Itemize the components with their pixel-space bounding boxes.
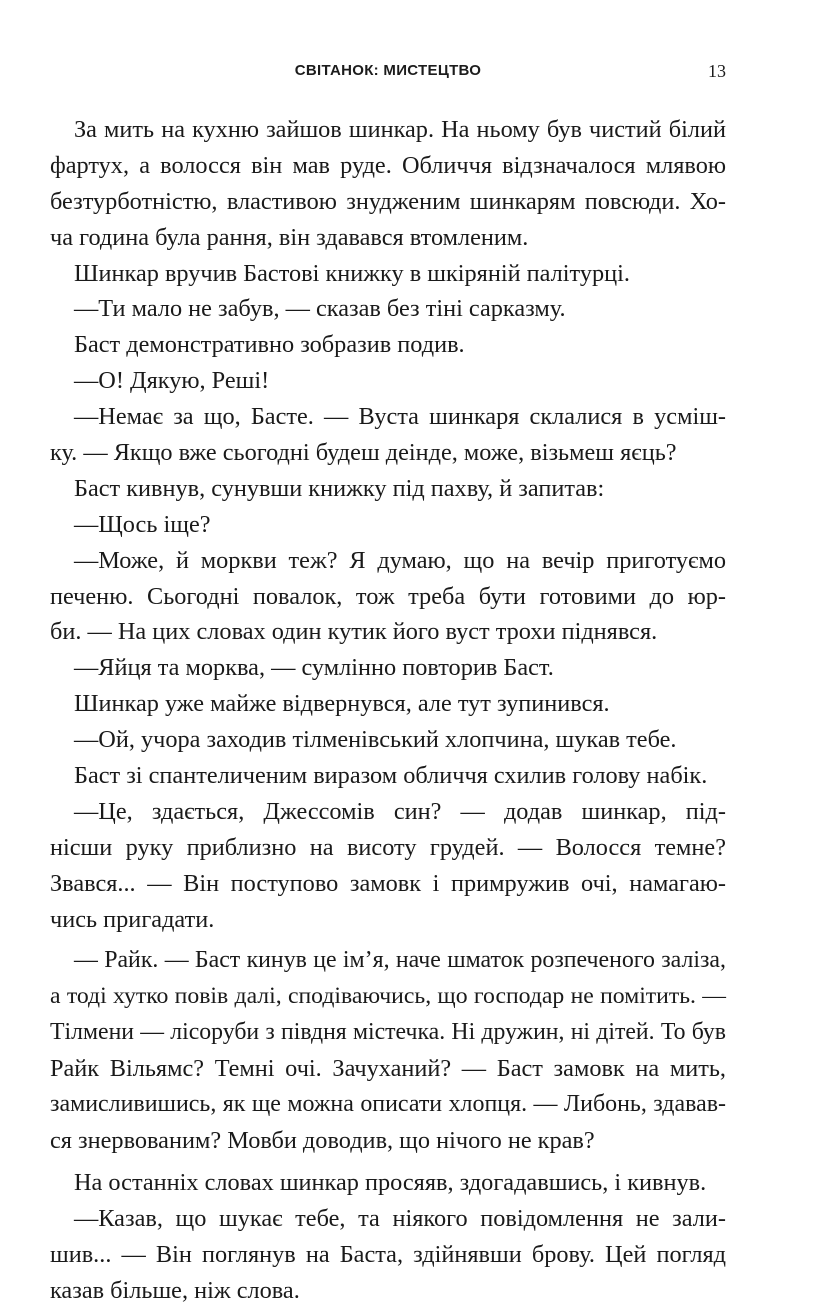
- text-line: Звався... — Він поступово замовк і примружив очі, намагаю-: [50, 866, 726, 902]
- text-line: —О! Дякую, Реші!: [50, 363, 726, 399]
- text-line: На останніх словах шинкар просяяв, здогадавшись, і кивнув.: [50, 1165, 726, 1201]
- running-title: СВІТАНОК: МИСТЕЦТВО: [50, 62, 726, 79]
- text-line: Баст зі спантеличеним виразом обличчя схилив голову набік.: [50, 758, 726, 794]
- body-text: [50, 112, 726, 1308]
- text-line: Райк Вільямс? Темні очі. Зачуханий? — Баст замовк на мить,: [50, 1051, 726, 1087]
- text-line: би. — На цих словах один кутик його вуст трохи піднявся.: [50, 614, 726, 650]
- text-line: безтурботністю, властивою знудженим шинкарям повсюди. Хо-: [50, 184, 726, 220]
- text-line: —Ой, учора заходив тілменівський хлопчина, шукав тебе.: [50, 722, 726, 758]
- text-line: Баст демонстративно зобразив подив.: [50, 327, 726, 363]
- text-line: печеню. Сьогодні повалок, тож треба бути готовими до юр-: [50, 579, 726, 615]
- text-line: —Немає за що, Басте. — Вуста шинкаря склалися в усміш-: [50, 399, 726, 435]
- text-line: фартух, а волосся він мав руде. Обличчя відзначалося млявою: [50, 148, 726, 184]
- text-line: Тілмени — лісоруби з півдня містечка. Ні дружин, ні дітей. То був: [50, 1015, 726, 1051]
- text-line: За мить на кухню зайшов шинкар. На ньому був чистий білий: [50, 112, 726, 148]
- text-line: ся знервованим? Мовби доводив, що нічого не крав?: [50, 1123, 726, 1159]
- text-line: замисливишись, як ще можна описати хлопця. — Либонь, здавав-: [50, 1087, 726, 1123]
- text-line: — Райк. — Баст кинув це ім’я, наче шматок розпеченого заліза,: [50, 943, 726, 979]
- text-line: —Це, здається, Джессомів син? — додав шинкар, під-: [50, 794, 726, 830]
- text-line: —Казав, що шукає тебе, та ніякого повідомлення не зали-: [50, 1201, 726, 1237]
- text-line: чись пригадати.: [50, 902, 726, 938]
- text-line: ча година була рання, він здавався втомленим.: [50, 220, 726, 256]
- text-line: нісши руку приблизно на висоту грудей. — Волосся темне?: [50, 830, 726, 866]
- page-number: 13: [708, 61, 726, 82]
- text-line: шив... — Він поглянув на Баста, здійнявши брову. Цей погляд: [50, 1237, 726, 1273]
- text-line: а тоді хутко повів далі, сподіваючись, що господар не помітить. —: [50, 979, 726, 1015]
- text-line: казав більше, ніж слова.: [50, 1273, 726, 1308]
- text-line: Шинкар уже майже відвернувся, але тут зупинився.: [50, 686, 726, 722]
- text-line: —Щось іще?: [50, 507, 726, 543]
- text-line: ку. — Якщо вже сьогодні будеш деінде, може, візьмеш яєць?: [50, 435, 726, 471]
- text-line: Баст кивнув, сунувши книжку під пахву, й запитав:: [50, 471, 726, 507]
- text-line: —Яйця та морква, — сумлінно повторив Баст.: [50, 650, 726, 686]
- text-line: Шинкар вручив Бастові книжку в шкіряній палітурці.: [50, 256, 726, 292]
- text-line: —Може, й моркви теж? Я думаю, що на вечір приготуємо: [50, 543, 726, 579]
- running-head: [50, 62, 726, 90]
- text-line: —Ти мало не забув, — сказав без тіні сарказму.: [50, 291, 726, 327]
